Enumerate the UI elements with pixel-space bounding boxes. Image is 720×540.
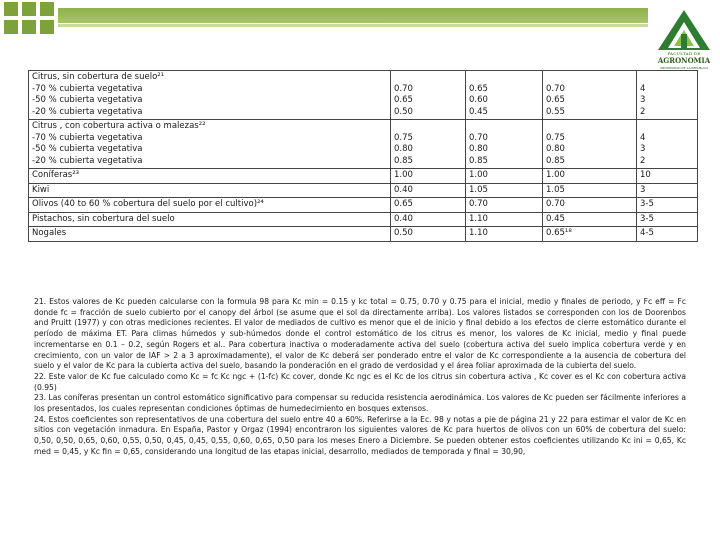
cell-line: 0.85 <box>546 155 565 166</box>
kc-med-cell <box>466 71 543 120</box>
kc-table <box>28 70 698 242</box>
cell-line: -70 % cubierta vegetativa <box>32 132 143 143</box>
kc-fin-cell <box>543 198 637 213</box>
footnotes <box>34 297 686 458</box>
kc-ini-cell <box>391 227 466 242</box>
cell-line <box>469 121 539 133</box>
cell-line: 1.05 <box>546 184 565 195</box>
cell-line: -50 % cubierta vegetativa <box>32 95 143 105</box>
cell-line: 3 <box>640 95 646 105</box>
cell-line: 0.65 <box>394 199 413 209</box>
height-cell <box>637 71 698 120</box>
footnote-22: 22. Este valor de Kc fue calculado como Kc = fc Kc ngc + (1-fc) Kc cover, donde Kc ngc es el Kc de los citrus sin cobertura activa , Kc cover es el Kc con cobertura activa (0.95) <box>34 371 686 392</box>
cell-line: 0.45 <box>546 213 565 224</box>
kc-ini-cell <box>391 183 466 198</box>
decor-square <box>40 2 54 16</box>
cell-line: 0.70 <box>546 199 565 209</box>
cell-line: 1.10 <box>469 228 488 238</box>
cell-line: -70 % cubierta vegetativa <box>32 83 143 94</box>
cell-line: 0.80 <box>394 144 413 154</box>
cell-line: 0.75 <box>546 132 565 143</box>
header-decoration <box>0 0 720 40</box>
cell-line: 0.70 <box>394 83 413 94</box>
cell-line: Kiwi <box>32 184 50 195</box>
cell-line: Citrus, sin cobertura de suelo²¹ <box>32 72 165 82</box>
kc-med-cell <box>466 120 543 169</box>
cell-line: 0.75 <box>394 132 413 143</box>
cell-line: 0.80 <box>546 144 565 154</box>
kc-med-cell <box>466 198 543 213</box>
cell-line: 0.85 <box>394 155 413 166</box>
cell-line: Nogales <box>32 228 67 238</box>
cell-line: 0.40 <box>394 184 413 195</box>
table-row <box>29 198 698 213</box>
crop-cell <box>29 71 391 120</box>
kc-ini-cell <box>391 198 466 213</box>
cell-line: 0.40 <box>394 213 413 224</box>
kc-med-cell <box>466 212 543 227</box>
cell-line: 3 <box>640 144 646 154</box>
cell-line: 0.65 <box>546 95 565 105</box>
kc-fin-cell <box>543 169 637 184</box>
height-cell <box>637 183 698 198</box>
height-cell <box>637 198 698 213</box>
cell-line: -20 % cubierta vegetativa <box>32 106 143 117</box>
crop-cell <box>29 227 391 242</box>
decor-square <box>22 2 36 16</box>
cell-line: 3 <box>640 184 646 195</box>
height-cell <box>637 212 698 227</box>
table-row <box>29 212 698 227</box>
header-stripe <box>58 8 648 23</box>
cell-line: 1.00 <box>469 170 488 180</box>
logo-text-sub: UNIVERSIDAD DE LA REPÚBLICA <box>659 66 709 70</box>
cell-line: 4 <box>640 83 646 94</box>
cell-line: 4-5 <box>640 228 654 238</box>
cell-line: 0.65 <box>394 95 413 105</box>
cell-line: 4 <box>640 132 646 143</box>
cell-line: 10 <box>640 170 651 180</box>
footnote-23: 23. Las coníferas presentan un control estomático significativo para compensar su reducida resistencia aerodinámica. Los valores de Kc pueden ser fácilmente inferiores a los presentados, los cuales representan condiciones óptimas de humedecimiento en bosques extensos. <box>34 393 686 414</box>
height-cell <box>637 120 698 169</box>
cell-line: Citrus , con cobertura activa o malezas²² <box>32 121 206 131</box>
cell-line: Pistachos, sin cobertura del suelo <box>32 213 175 224</box>
kc-med-cell <box>466 183 543 198</box>
cell-line <box>546 72 633 84</box>
crop-cell <box>29 212 391 227</box>
kc-fin-cell <box>543 212 637 227</box>
table-row <box>29 120 698 169</box>
logo-mark-icon <box>652 8 716 52</box>
kc-fin-cell <box>543 183 637 198</box>
table-row <box>29 183 698 198</box>
cell-line <box>394 121 462 133</box>
cell-line: 2 <box>640 106 646 117</box>
cell-line: Olivos (40 to 60 % cobertura del suelo por el cultivo)²⁴ <box>32 199 264 209</box>
kc-med-cell <box>466 227 543 242</box>
crop-cell <box>29 183 391 198</box>
footnote-24: 24. Estos coeficientes son representativos de una cobertura del suelo entre 40 a 60%. Referirse a la Ec. 98 y notas a pie de página 21 y 22 para estimar el valor de Kc en sitios con vegetación inmadura. En España, Pastor y Orgaz (1994) encontraron los siguientes valores de Kc para huertos de olivos con un 60% de cobertura del suelo: 0,50, 0,50, 0,65, 0,60, 0,55, 0,50, 0,45, 0,45, 0,55, 0,60, 0,65, 0,50 para los meses Enero a Diciembre. Se pueden obtener estos coeficientes utilizando Kc ini = 0,65, Kc med = 0,45, y Kc fin = 0,65, considerando una longitud de las etapas inicial, desarrollo, mediados de temporada y final = 30,90, <box>34 414 686 456</box>
cell-line <box>394 72 462 84</box>
cell-line: 1.10 <box>469 213 488 224</box>
kc-ini-cell <box>391 169 466 184</box>
decor-square <box>40 20 54 34</box>
table-row <box>29 169 698 184</box>
cell-line: 0.50 <box>394 228 413 238</box>
cell-line <box>546 121 633 133</box>
kc-fin-cell <box>543 120 637 169</box>
decor-square <box>4 2 18 16</box>
cell-line: 3-5 <box>640 213 654 224</box>
kc-fin-cell <box>543 71 637 120</box>
cell-line: 0.70 <box>469 199 488 209</box>
cell-line: 1.00 <box>546 170 565 180</box>
cell-line <box>640 121 694 133</box>
height-cell <box>637 227 698 242</box>
header-stripe-thin <box>58 24 648 27</box>
cell-line: 0.65¹⁸ <box>546 228 572 238</box>
kc-med-cell <box>466 169 543 184</box>
logo-text-main: AGRONOMIA <box>657 56 711 65</box>
table-row <box>29 227 698 242</box>
cell-line: Coníferas²³ <box>32 170 80 180</box>
cell-line: 0.65 <box>469 83 488 94</box>
decor-square <box>22 20 36 34</box>
kc-ini-cell <box>391 120 466 169</box>
crop-cell <box>29 120 391 169</box>
cell-line: -20 % cubierta vegetativa <box>32 155 143 166</box>
cell-line: 0.45 <box>469 106 488 117</box>
logo-text-top: FACULTAD DE <box>667 51 701 56</box>
cell-line: 1.00 <box>394 170 413 180</box>
cell-line: 0.50 <box>394 106 413 117</box>
footnote-21: 21. Estos valores de Kc pueden calcularse con la formula 98 para Kc min = 0.15 y kc total = 0.75, 0.70 y 0.75 para el inicial, medio y finales de periodo, y Fc eff = Fc donde fc = fracción de suelo cubierto por el canopy del árbol (se asume que el sol da directamente arriba). Los valores listados se corresponden con los de Doorenbos and Pruitt (1977) y con otras mediciones recientes. El valor de mediados de cultivo es menor que el de inicio y final debido a los efectos de cierre estomático durante el período de máxima ET. Para climas húmedos y sub-húmedos donde el control estomático de los citrus es menor, los valores de Kc inicial, medio y final puede incrementarse en 0.1 – 0.2, según Rogers et al.. Para cobertura inactiva o moderadamente activa del suelo (cobertura activa del suelo implica cobertura verde y en crecimiento, con un valor de IAF > 2 a 3 aproximadamente), el valor de Kc deberá ser ponderado entre el valor de Kc correspondiente a la ausencia de cobertura del suelo y el valor de Kc para la cubierta activa del suelo, basando la ponderación en el grado de verdosidad y el área foliar aproximada de la cubierta del suelo. <box>34 297 686 371</box>
cell-line: 0.60 <box>469 95 488 105</box>
cell-line: 0.55 <box>546 106 565 117</box>
decor-square <box>4 20 18 34</box>
cell-line: 0.85 <box>469 155 488 166</box>
height-cell <box>637 169 698 184</box>
cell-line: 0.70 <box>546 83 565 94</box>
cell-line <box>469 72 539 84</box>
kc-ini-cell <box>391 212 466 227</box>
crop-cell <box>29 198 391 213</box>
faculty-logo <box>652 8 716 72</box>
cell-line: 2 <box>640 155 646 166</box>
cell-line: 3-5 <box>640 199 654 209</box>
cell-line: 0.70 <box>469 132 488 143</box>
table-row <box>29 71 698 120</box>
cell-line: 0.80 <box>469 144 488 154</box>
cell-line: 1.05 <box>469 184 488 195</box>
cell-line: -50 % cubierta vegetativa <box>32 144 143 154</box>
crop-cell <box>29 169 391 184</box>
cell-line <box>640 72 694 84</box>
kc-ini-cell <box>391 71 466 120</box>
kc-fin-cell <box>543 227 637 242</box>
